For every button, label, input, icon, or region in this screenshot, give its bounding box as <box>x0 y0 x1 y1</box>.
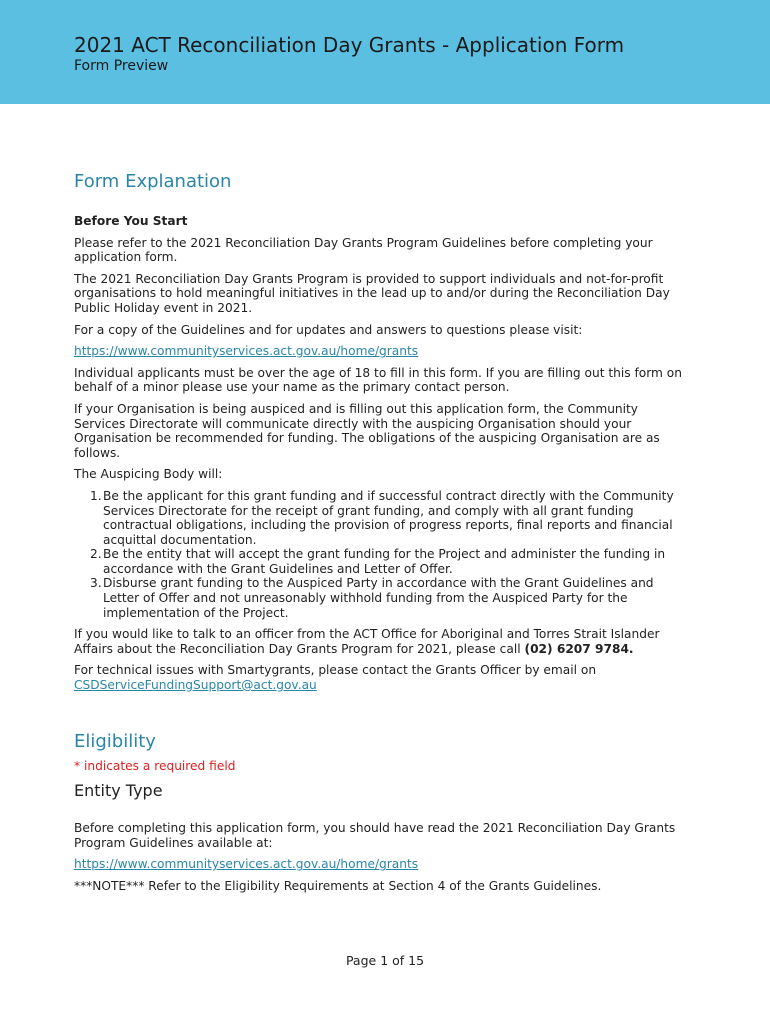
entity-type-heading: Entity Type <box>74 781 163 801</box>
list-item: 2. Be the entity that will accept the grant funding for the Project and administer the funding in accordance with the Grant Guidelines and Letter of Offer. <box>90 547 666 576</box>
page-header <box>0 0 770 104</box>
paragraph: The Auspicing Body will: <box>74 467 223 482</box>
paragraph: The 2021 Reconciliation Day Grants Program is provided to support individuals and not-for-profit organisations to hold meaningful initiatives in the lead up to and/or during the Reconciliation Day Public Holiday event in 2021. <box>74 271 670 315</box>
eligibility-note: ***NOTE*** Refer to the Eligibility Requirements at Section 4 of the Grants Guidelines. <box>74 879 602 893</box>
page-number: Page 1 of 15 <box>345 953 425 968</box>
guidelines-link[interactable]: https://www.communityservices.act.gov.au/home/grants <box>74 344 419 359</box>
before-you-start-label: Before You Start <box>74 214 188 228</box>
section-title-form-explanation: Form Explanation <box>74 171 232 192</box>
auspicing-obligations-list <box>74 489 684 620</box>
support-email-link[interactable]: CSDServiceFundingSupport@act.gov.au <box>74 678 317 693</box>
eligibility-guidelines-link[interactable]: https://www.communityservices.act.gov.au/home/grants <box>74 857 419 872</box>
form-content <box>74 170 684 901</box>
paragraph: For a copy of the Guidelines and for updates and answers to questions please visit: <box>74 322 583 337</box>
paragraph: Individual applicants must be over the age of 18 to fill in this form. If you are filling out this form on behalf of a minor please use your name as the primary contact person. <box>74 365 682 395</box>
form-title: 2021 ACT Reconciliation Day Grants - Application Form <box>74 33 625 57</box>
paragraph: Before completing this application form, you should have read the 2021 Reconciliation Day Grants Program Guidelines available at: <box>74 821 676 850</box>
contact-phone: (02) 6207 9784. <box>524 641 634 656</box>
form-subtitle: Form Preview <box>74 58 169 74</box>
list-item: 3. Disburse grant funding to the Auspiced Party in accordance with the Grant Guidelines and Letter of Offer and not unreasonably withhold funding from the Auspiced Party for the implementation of the Project. <box>90 576 654 620</box>
technical-issues-paragraph: For technical issues with Smartygrants, please contact the Grants Officer by email on CSDServiceFundingSupport@act.gov.au <box>74 663 597 693</box>
required-field-note: * indicates a required field <box>74 758 236 773</box>
contact-paragraph: If you would like to talk to an officer from the ACT Office for Aboriginal and Torres Strait Islander Affairs about the Reconciliation Day Grants Program for 2021, please call (02) 6207 9784. <box>74 627 660 656</box>
section-title-eligibility: Eligibility <box>74 730 156 752</box>
list-item: 1. Be the applicant for this grant funding and if successful contract directly with the Community Services Directorate for the receipt of grant funding, and comply with all grant funding contractual obligations, including the provision of progress reports, final reports and financial acquittal documentation. <box>90 488 674 547</box>
paragraph: Please refer to the 2021 Reconciliation Day Grants Program Guidelines before completing your application form. <box>74 235 653 265</box>
paragraph: If your Organisation is being auspiced and is filling out this application form, the Community Services Directorate will communicate directly with the auspicing Organisation should your Organisation be recommended for funding. The obligations of the auspicing Organisation are as follows. <box>74 401 660 460</box>
